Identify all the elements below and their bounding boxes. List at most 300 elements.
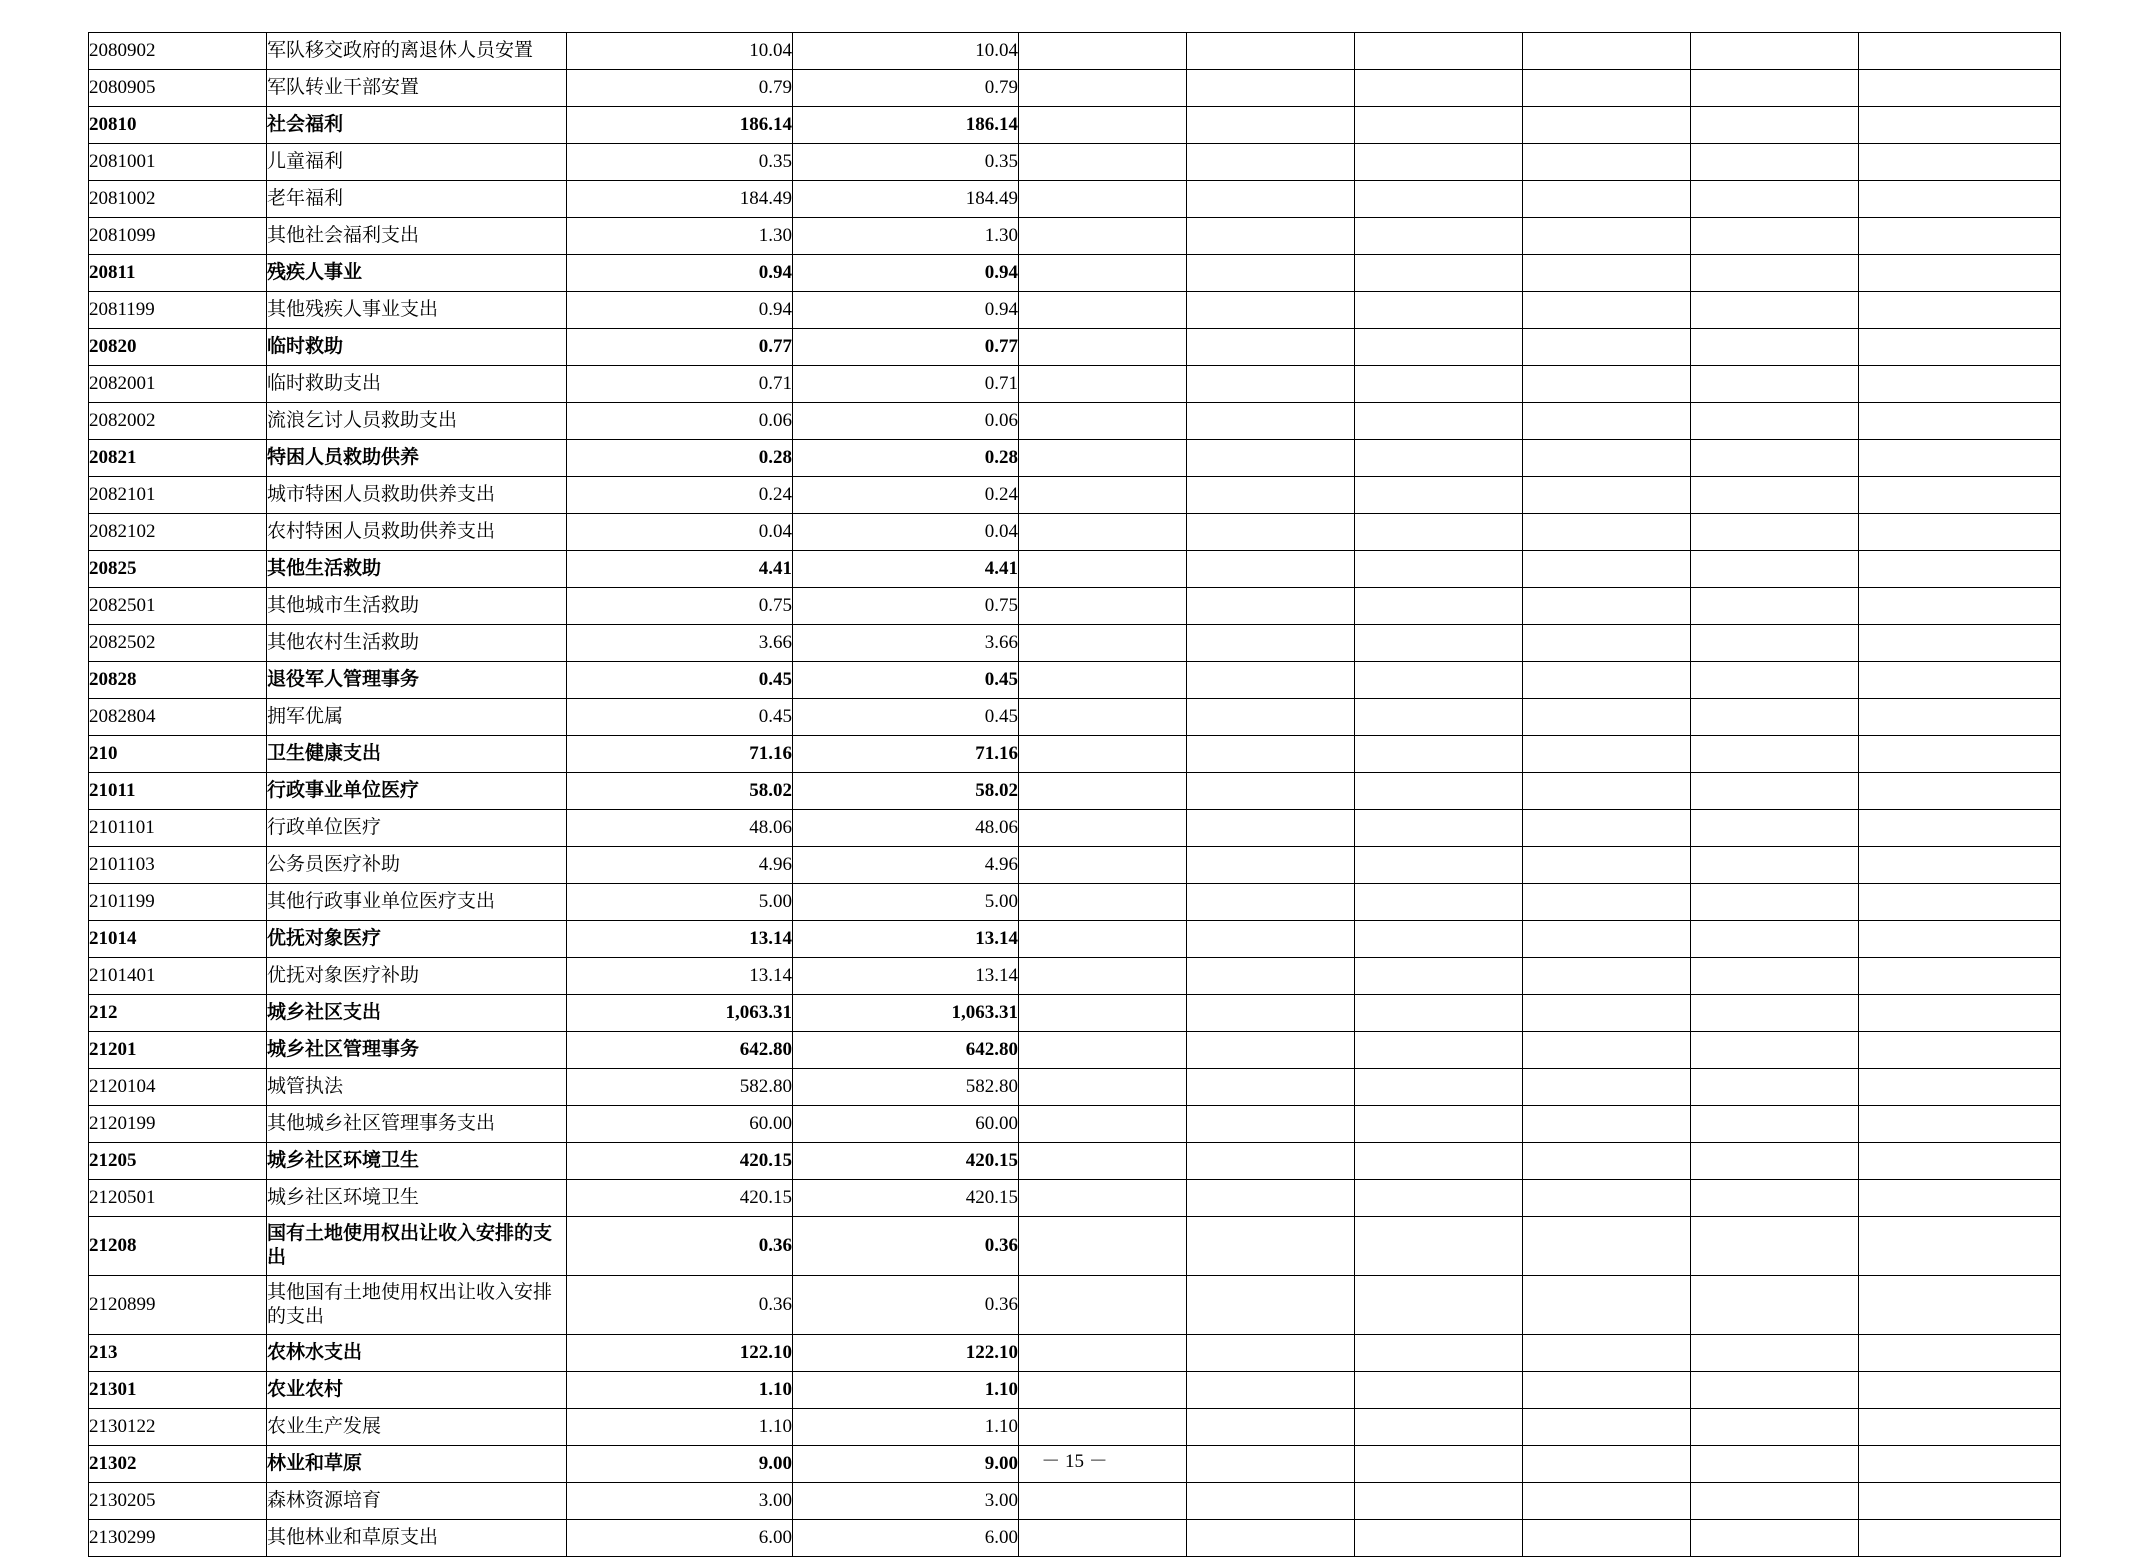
cell-amount-blank xyxy=(1187,70,1355,107)
cell-account-code: 2080905 xyxy=(89,70,267,107)
cell-amount-blank xyxy=(1523,921,1691,958)
cell-amount-total: 9.00 xyxy=(567,1446,793,1483)
cell-amount-blank xyxy=(1859,144,2061,181)
cell-amount-blank xyxy=(1019,662,1187,699)
cell-amount-basic: 0.45 xyxy=(793,662,1019,699)
cell-account-name: 儿童福利 xyxy=(267,144,567,181)
cell-amount-blank xyxy=(1355,1143,1523,1180)
cell-amount-blank xyxy=(1355,1217,1523,1276)
cell-amount-blank xyxy=(1019,1520,1187,1557)
cell-amount-blank xyxy=(1019,181,1187,218)
cell-amount-blank xyxy=(1859,1276,2061,1335)
cell-amount-blank xyxy=(1691,662,1859,699)
cell-amount-blank xyxy=(1859,181,2061,218)
cell-account-code: 20828 xyxy=(89,662,267,699)
table-row xyxy=(89,1106,2061,1143)
cell-amount-blank xyxy=(1355,1483,1523,1520)
table-row xyxy=(89,1520,2061,1557)
cell-amount-blank xyxy=(1019,699,1187,736)
cell-amount-total: 0.75 xyxy=(567,588,793,625)
table-row xyxy=(89,1180,2061,1217)
cell-account-name: 城乡社区管理事务 xyxy=(267,1032,567,1069)
cell-amount-blank xyxy=(1187,1143,1355,1180)
cell-amount-total: 5.00 xyxy=(567,884,793,921)
cell-amount-blank xyxy=(1523,1069,1691,1106)
cell-amount-total: 0.24 xyxy=(567,477,793,514)
cell-amount-blank xyxy=(1355,625,1523,662)
cell-amount-blank xyxy=(1355,1335,1523,1372)
cell-amount-blank xyxy=(1859,1483,2061,1520)
cell-amount-blank xyxy=(1691,33,1859,70)
cell-amount-blank xyxy=(1523,1520,1691,1557)
cell-amount-total: 122.10 xyxy=(567,1335,793,1372)
cell-amount-blank xyxy=(1019,218,1187,255)
cell-amount-blank xyxy=(1355,477,1523,514)
cell-amount-total: 582.80 xyxy=(567,1069,793,1106)
table-row xyxy=(89,1409,2061,1446)
cell-amount-blank xyxy=(1691,1180,1859,1217)
cell-amount-blank xyxy=(1355,181,1523,218)
table-row xyxy=(89,33,2061,70)
cell-amount-blank xyxy=(1019,70,1187,107)
cell-amount-blank xyxy=(1019,958,1187,995)
cell-amount-blank xyxy=(1691,440,1859,477)
cell-account-code: 2130122 xyxy=(89,1409,267,1446)
cell-account-code: 2130299 xyxy=(89,1520,267,1557)
cell-amount-blank xyxy=(1691,1335,1859,1372)
cell-amount-blank xyxy=(1859,255,2061,292)
cell-account-code: 2082002 xyxy=(89,403,267,440)
cell-amount-blank xyxy=(1859,1409,2061,1446)
cell-amount-blank xyxy=(1691,514,1859,551)
cell-amount-total: 0.94 xyxy=(567,292,793,329)
cell-amount-blank xyxy=(1523,1372,1691,1409)
cell-amount-blank xyxy=(1859,551,2061,588)
table-row xyxy=(89,588,2061,625)
cell-account-code: 20825 xyxy=(89,551,267,588)
cell-account-name: 退役军人管理事务 xyxy=(267,662,567,699)
cell-account-code: 21201 xyxy=(89,1032,267,1069)
cell-account-name: 残疾人事业 xyxy=(267,255,567,292)
cell-amount-blank xyxy=(1019,1180,1187,1217)
cell-account-name: 临时救助 xyxy=(267,329,567,366)
cell-account-name: 其他生活救助 xyxy=(267,551,567,588)
cell-account-code: 2082001 xyxy=(89,366,267,403)
cell-account-name: 森林资源培育 xyxy=(267,1483,567,1520)
budget-table-page xyxy=(88,32,2060,1557)
cell-amount-blank xyxy=(1691,70,1859,107)
cell-amount-total: 3.00 xyxy=(567,1483,793,1520)
cell-amount-basic: 60.00 xyxy=(793,1106,1019,1143)
cell-amount-total: 48.06 xyxy=(567,810,793,847)
cell-account-code: 2082804 xyxy=(89,699,267,736)
cell-amount-blank xyxy=(1523,995,1691,1032)
cell-amount-blank xyxy=(1187,1180,1355,1217)
table-row xyxy=(89,1483,2061,1520)
cell-amount-blank xyxy=(1187,551,1355,588)
cell-amount-blank xyxy=(1355,588,1523,625)
cell-amount-blank xyxy=(1187,921,1355,958)
cell-account-name: 城管执法 xyxy=(267,1069,567,1106)
cell-account-code: 212 xyxy=(89,995,267,1032)
cell-amount-blank xyxy=(1523,1276,1691,1335)
table-row xyxy=(89,958,2061,995)
cell-amount-basic: 122.10 xyxy=(793,1335,1019,1372)
cell-amount-blank xyxy=(1859,1143,2061,1180)
cell-account-code: 2120899 xyxy=(89,1276,267,1335)
cell-amount-blank xyxy=(1187,736,1355,773)
cell-amount-blank xyxy=(1523,736,1691,773)
cell-amount-blank xyxy=(1691,218,1859,255)
cell-amount-blank xyxy=(1691,1106,1859,1143)
cell-account-code: 21302 xyxy=(89,1446,267,1483)
cell-amount-blank xyxy=(1691,107,1859,144)
cell-account-name: 农村特困人员救助供养支出 xyxy=(267,514,567,551)
cell-account-name: 军队转业干部安置 xyxy=(267,70,567,107)
cell-amount-blank xyxy=(1187,403,1355,440)
cell-amount-blank xyxy=(1355,551,1523,588)
cell-amount-total: 186.14 xyxy=(567,107,793,144)
cell-account-name: 农业农村 xyxy=(267,1372,567,1409)
cell-account-code: 2120199 xyxy=(89,1106,267,1143)
cell-amount-blank xyxy=(1187,440,1355,477)
cell-amount-blank xyxy=(1019,1032,1187,1069)
cell-amount-blank xyxy=(1691,329,1859,366)
table-row xyxy=(89,921,2061,958)
cell-account-name: 其他城市生活救助 xyxy=(267,588,567,625)
cell-amount-blank xyxy=(1355,995,1523,1032)
cell-amount-total: 0.04 xyxy=(567,514,793,551)
cell-amount-blank xyxy=(1859,847,2061,884)
cell-amount-blank xyxy=(1187,255,1355,292)
cell-amount-blank xyxy=(1859,107,2061,144)
cell-amount-blank xyxy=(1859,995,2061,1032)
cell-amount-total: 58.02 xyxy=(567,773,793,810)
cell-amount-blank xyxy=(1691,921,1859,958)
cell-account-code: 2081002 xyxy=(89,181,267,218)
cell-amount-basic: 48.06 xyxy=(793,810,1019,847)
cell-amount-blank xyxy=(1691,366,1859,403)
cell-amount-total: 0.36 xyxy=(567,1217,793,1276)
cell-amount-blank xyxy=(1019,33,1187,70)
cell-amount-blank xyxy=(1355,514,1523,551)
cell-amount-blank xyxy=(1691,958,1859,995)
cell-amount-basic: 4.96 xyxy=(793,847,1019,884)
cell-amount-blank xyxy=(1355,292,1523,329)
table-row xyxy=(89,1069,2061,1106)
cell-amount-blank xyxy=(1019,773,1187,810)
cell-amount-blank xyxy=(1691,477,1859,514)
cell-amount-blank xyxy=(1523,403,1691,440)
cell-amount-blank xyxy=(1523,107,1691,144)
table-row xyxy=(89,329,2061,366)
cell-amount-blank xyxy=(1187,773,1355,810)
cell-amount-total: 0.36 xyxy=(567,1276,793,1335)
cell-account-name: 行政事业单位医疗 xyxy=(267,773,567,810)
cell-account-name: 老年福利 xyxy=(267,181,567,218)
cell-amount-basic: 0.28 xyxy=(793,440,1019,477)
cell-amount-blank xyxy=(1859,588,2061,625)
cell-amount-blank xyxy=(1187,33,1355,70)
cell-account-code: 21014 xyxy=(89,921,267,958)
cell-amount-blank xyxy=(1187,1106,1355,1143)
cell-amount-blank xyxy=(1691,1217,1859,1276)
cell-account-code: 213 xyxy=(89,1335,267,1372)
table-row xyxy=(89,144,2061,181)
cell-amount-blank xyxy=(1019,144,1187,181)
cell-amount-basic: 0.36 xyxy=(793,1217,1019,1276)
page-number: － 15 － xyxy=(1041,1451,1108,1472)
cell-amount-blank xyxy=(1691,403,1859,440)
cell-amount-blank xyxy=(1355,1106,1523,1143)
cell-amount-blank xyxy=(1859,699,2061,736)
cell-amount-blank xyxy=(1859,662,2061,699)
table-row xyxy=(89,810,2061,847)
cell-amount-blank xyxy=(1355,884,1523,921)
cell-amount-blank xyxy=(1523,625,1691,662)
cell-amount-blank xyxy=(1523,773,1691,810)
table-row xyxy=(89,403,2061,440)
cell-amount-blank xyxy=(1859,1180,2061,1217)
cell-amount-blank xyxy=(1019,995,1187,1032)
cell-amount-blank xyxy=(1355,1032,1523,1069)
table-row xyxy=(89,1143,2061,1180)
cell-amount-total: 4.96 xyxy=(567,847,793,884)
cell-amount-blank xyxy=(1019,847,1187,884)
cell-amount-total: 3.66 xyxy=(567,625,793,662)
cell-amount-blank xyxy=(1691,181,1859,218)
cell-account-code: 20811 xyxy=(89,255,267,292)
cell-amount-total: 1,063.31 xyxy=(567,995,793,1032)
cell-amount-basic: 6.00 xyxy=(793,1520,1019,1557)
cell-amount-blank xyxy=(1355,403,1523,440)
cell-amount-basic: 1.30 xyxy=(793,218,1019,255)
cell-account-name: 农业生产发展 xyxy=(267,1409,567,1446)
cell-account-code: 2081001 xyxy=(89,144,267,181)
cell-amount-blank xyxy=(1523,1180,1691,1217)
cell-amount-blank xyxy=(1859,1335,2061,1372)
cell-account-code: 2080902 xyxy=(89,33,267,70)
cell-amount-blank xyxy=(1691,810,1859,847)
cell-amount-blank xyxy=(1187,810,1355,847)
cell-account-name: 流浪乞讨人员救助支出 xyxy=(267,403,567,440)
cell-amount-blank xyxy=(1187,1520,1355,1557)
cell-amount-blank xyxy=(1523,144,1691,181)
cell-amount-blank xyxy=(1187,847,1355,884)
cell-amount-blank xyxy=(1523,1217,1691,1276)
cell-amount-blank xyxy=(1355,1069,1523,1106)
cell-amount-blank xyxy=(1019,921,1187,958)
cell-amount-blank xyxy=(1019,1106,1187,1143)
table-row xyxy=(89,218,2061,255)
cell-amount-blank xyxy=(1691,1520,1859,1557)
cell-amount-blank xyxy=(1355,1409,1523,1446)
cell-amount-blank xyxy=(1355,33,1523,70)
cell-account-code: 2120104 xyxy=(89,1069,267,1106)
cell-account-name: 特困人员救助供养 xyxy=(267,440,567,477)
cell-amount-blank xyxy=(1019,884,1187,921)
cell-amount-total: 0.45 xyxy=(567,699,793,736)
cell-amount-basic: 58.02 xyxy=(793,773,1019,810)
cell-amount-blank xyxy=(1019,1335,1187,1372)
cell-account-code: 21301 xyxy=(89,1372,267,1409)
cell-amount-blank xyxy=(1187,995,1355,1032)
cell-account-name: 优抚对象医疗 xyxy=(267,921,567,958)
cell-amount-basic: 0.94 xyxy=(793,255,1019,292)
cell-amount-blank xyxy=(1355,329,1523,366)
cell-account-code: 2081099 xyxy=(89,218,267,255)
cell-amount-blank xyxy=(1355,921,1523,958)
table-row xyxy=(89,181,2061,218)
cell-amount-blank xyxy=(1859,366,2061,403)
cell-account-name: 行政单位医疗 xyxy=(267,810,567,847)
cell-amount-blank xyxy=(1859,218,2061,255)
cell-amount-blank xyxy=(1187,1276,1355,1335)
cell-amount-basic: 0.71 xyxy=(793,366,1019,403)
cell-account-name: 拥军优属 xyxy=(267,699,567,736)
cell-amount-blank xyxy=(1355,255,1523,292)
cell-amount-basic: 0.77 xyxy=(793,329,1019,366)
cell-amount-basic: 420.15 xyxy=(793,1180,1019,1217)
table-row xyxy=(89,255,2061,292)
cell-amount-basic: 4.41 xyxy=(793,551,1019,588)
cell-amount-basic: 582.80 xyxy=(793,1069,1019,1106)
cell-amount-blank xyxy=(1019,736,1187,773)
cell-amount-blank xyxy=(1691,1032,1859,1069)
cell-amount-blank xyxy=(1355,144,1523,181)
cell-amount-blank xyxy=(1523,1106,1691,1143)
cell-amount-basic: 5.00 xyxy=(793,884,1019,921)
cell-amount-basic: 10.04 xyxy=(793,33,1019,70)
cell-amount-blank xyxy=(1187,181,1355,218)
cell-amount-blank xyxy=(1859,477,2061,514)
cell-account-name: 农林水支出 xyxy=(267,1335,567,1372)
cell-amount-blank xyxy=(1355,440,1523,477)
cell-amount-blank xyxy=(1355,1180,1523,1217)
cell-amount-blank xyxy=(1187,1335,1355,1372)
cell-amount-blank xyxy=(1187,144,1355,181)
cell-amount-blank xyxy=(1187,699,1355,736)
cell-amount-blank xyxy=(1355,1276,1523,1335)
cell-account-name: 国有土地使用权出让收入安排的支出 xyxy=(267,1217,567,1276)
cell-amount-blank xyxy=(1019,810,1187,847)
cell-amount-basic: 1.10 xyxy=(793,1409,1019,1446)
cell-amount-blank xyxy=(1523,662,1691,699)
cell-amount-blank xyxy=(1691,699,1859,736)
cell-amount-total: 6.00 xyxy=(567,1520,793,1557)
cell-account-code: 2101199 xyxy=(89,884,267,921)
cell-amount-blank xyxy=(1187,625,1355,662)
cell-amount-blank xyxy=(1019,107,1187,144)
cell-amount-blank xyxy=(1187,514,1355,551)
cell-amount-blank xyxy=(1859,810,2061,847)
cell-amount-blank xyxy=(1187,107,1355,144)
cell-amount-blank xyxy=(1691,1409,1859,1446)
cell-account-name: 公务员医疗补助 xyxy=(267,847,567,884)
cell-amount-blank xyxy=(1355,1372,1523,1409)
cell-amount-blank xyxy=(1523,1335,1691,1372)
cell-amount-blank xyxy=(1691,144,1859,181)
cell-amount-blank xyxy=(1523,847,1691,884)
cell-account-name: 城乡社区环境卫生 xyxy=(267,1143,567,1180)
cell-amount-blank xyxy=(1691,1372,1859,1409)
cell-amount-blank xyxy=(1523,329,1691,366)
cell-amount-basic: 0.45 xyxy=(793,699,1019,736)
cell-amount-blank xyxy=(1355,699,1523,736)
cell-amount-blank xyxy=(1523,699,1691,736)
table-row xyxy=(89,773,2061,810)
cell-amount-basic: 1,063.31 xyxy=(793,995,1019,1032)
cell-amount-blank xyxy=(1355,847,1523,884)
cell-amount-blank xyxy=(1019,477,1187,514)
cell-amount-blank xyxy=(1859,625,2061,662)
cell-amount-blank xyxy=(1187,1032,1355,1069)
cell-amount-blank xyxy=(1523,181,1691,218)
cell-amount-blank xyxy=(1691,255,1859,292)
cell-amount-blank xyxy=(1187,477,1355,514)
table-row xyxy=(89,514,2061,551)
cell-amount-blank xyxy=(1523,884,1691,921)
cell-amount-blank xyxy=(1355,958,1523,995)
cell-amount-blank xyxy=(1691,995,1859,1032)
table-row xyxy=(89,662,2061,699)
cell-amount-blank xyxy=(1691,1483,1859,1520)
cell-amount-total: 1.10 xyxy=(567,1409,793,1446)
cell-amount-total: 0.94 xyxy=(567,255,793,292)
cell-amount-basic: 1.10 xyxy=(793,1372,1019,1409)
table-row xyxy=(89,1217,2061,1276)
cell-amount-total: 184.49 xyxy=(567,181,793,218)
table-row xyxy=(89,736,2061,773)
cell-amount-blank xyxy=(1355,736,1523,773)
cell-amount-blank xyxy=(1355,810,1523,847)
cell-amount-blank xyxy=(1691,625,1859,662)
cell-amount-blank xyxy=(1355,662,1523,699)
cell-amount-blank xyxy=(1859,773,2061,810)
cell-amount-blank xyxy=(1355,773,1523,810)
cell-amount-basic: 184.49 xyxy=(793,181,1019,218)
cell-amount-blank xyxy=(1691,884,1859,921)
cell-amount-blank xyxy=(1019,514,1187,551)
cell-account-name: 城乡社区支出 xyxy=(267,995,567,1032)
cell-amount-blank xyxy=(1859,329,2061,366)
cell-amount-blank xyxy=(1523,292,1691,329)
cell-amount-blank xyxy=(1691,736,1859,773)
cell-account-code: 2082501 xyxy=(89,588,267,625)
cell-amount-blank xyxy=(1019,1372,1187,1409)
cell-amount-blank xyxy=(1523,70,1691,107)
cell-amount-blank xyxy=(1523,1483,1691,1520)
cell-amount-blank xyxy=(1523,551,1691,588)
table-row xyxy=(89,1032,2061,1069)
cell-amount-blank xyxy=(1859,70,2061,107)
cell-amount-blank xyxy=(1691,292,1859,329)
cell-amount-blank xyxy=(1355,218,1523,255)
cell-amount-blank xyxy=(1019,588,1187,625)
cell-amount-blank xyxy=(1859,1372,2061,1409)
cell-amount-total: 60.00 xyxy=(567,1106,793,1143)
cell-amount-basic: 0.79 xyxy=(793,70,1019,107)
cell-account-name: 其他社会福利支出 xyxy=(267,218,567,255)
cell-amount-basic: 3.00 xyxy=(793,1483,1019,1520)
cell-amount-total: 4.41 xyxy=(567,551,793,588)
cell-amount-blank xyxy=(1523,440,1691,477)
cell-account-code: 21011 xyxy=(89,773,267,810)
cell-account-name: 社会福利 xyxy=(267,107,567,144)
cell-account-name: 其他林业和草原支出 xyxy=(267,1520,567,1557)
cell-account-code: 20810 xyxy=(89,107,267,144)
cell-amount-blank xyxy=(1187,884,1355,921)
